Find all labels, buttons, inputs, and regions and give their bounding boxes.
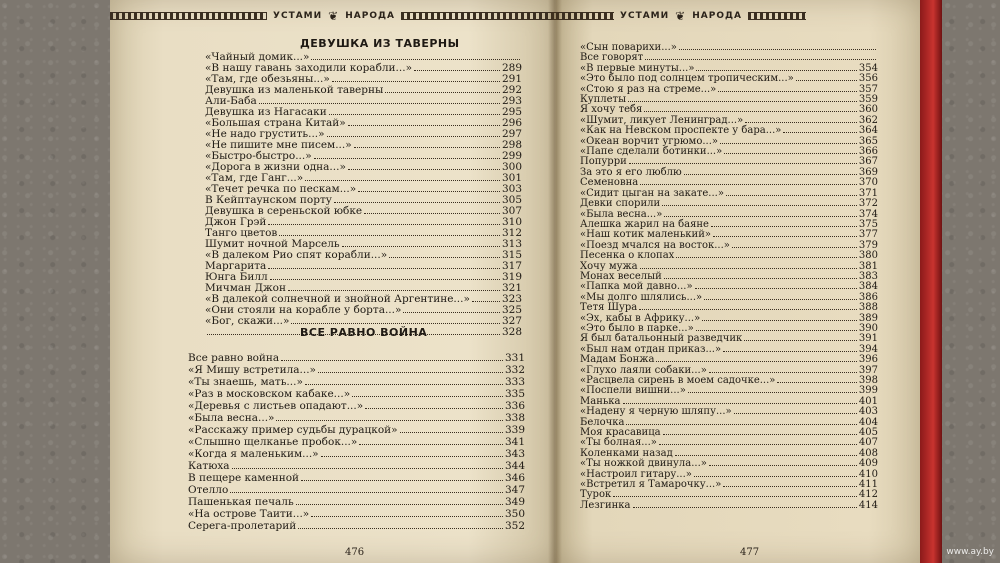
toc-entry-title: Пашенькая печаль: [188, 496, 294, 508]
toc-entry-title: «Я Мишу встретила...»: [188, 364, 316, 376]
toc-entry-page: 341: [504, 436, 525, 448]
toc-entry-title: Белочка: [580, 416, 625, 428]
toc-entry-title: Семеновна: [580, 177, 639, 189]
toc-leader-dots: [305, 384, 503, 385]
toc-entry-page: 390: [858, 322, 878, 334]
toc-entry-title: Маргарита: [205, 260, 267, 272]
toc-leader-dots: [311, 516, 503, 517]
toc-entry-title: «Ты знаешь, мать...»: [188, 376, 303, 388]
toc-entry-title: Хочу мужа: [580, 260, 638, 272]
toc-entry-page: 321: [501, 282, 522, 294]
toc-entry-page: 333: [504, 376, 525, 388]
toc-entry-title: Мичман Джон: [205, 282, 286, 294]
toc-entry-page: 303: [501, 183, 522, 195]
toc-entry-page: 375: [858, 218, 878, 230]
toc-entry-title: В Кейптаунском порту: [205, 194, 332, 206]
toc-entry-title: Алешка жарил на баяне: [580, 218, 709, 230]
toc-entry-page: 350: [504, 508, 525, 520]
toc-entry-page: 296: [501, 117, 522, 129]
toc-leader-dots: [472, 301, 500, 302]
toc-leader-dots: [291, 323, 500, 324]
toc-entry-title: Тетя Шура: [580, 302, 638, 314]
toc-entry-page: 336: [504, 400, 525, 412]
toc-leader-dots: [709, 372, 857, 373]
toc-entry-title: «Расскажу пример судьбы дурацкой»: [188, 424, 398, 436]
toc-leader-dots: [679, 49, 876, 50]
toc-entry-page: 354: [858, 62, 878, 74]
toc-entry-title: «Они стояли на корабле у борта...»: [205, 304, 402, 316]
toc-entry-page: 332: [504, 364, 525, 376]
toc-leader-dots: [270, 279, 500, 280]
toc-entry: [188, 448, 525, 460]
toc-leader-dots: [723, 351, 857, 352]
toc-list-section1: [205, 52, 522, 338]
toc-entry-page: 338: [504, 412, 525, 424]
toc-entry: [580, 480, 878, 490]
toc-leader-dots: [364, 213, 500, 214]
toc-leader-dots: [628, 101, 857, 102]
toc-entry-page: 359: [858, 94, 878, 106]
toc-leader-dots: [352, 396, 503, 397]
toc-entry: [188, 364, 525, 376]
toc-leader-dots: [365, 408, 503, 409]
toc-entry-page: 398: [858, 375, 878, 386]
toc-entry-page: 295: [501, 106, 522, 118]
toc-entry-title: «Сидит цыган на закате...»: [580, 187, 724, 199]
toc-leader-dots: [734, 413, 857, 414]
toc-entry: [580, 303, 878, 313]
toc-leader-dots: [745, 122, 857, 123]
toc-leader-dots: [232, 468, 503, 469]
toc-entry: [188, 424, 525, 436]
toc-entry-page: 319: [501, 271, 522, 283]
toc-entry-page: 357: [858, 83, 878, 95]
toc-leader-dots: [321, 456, 503, 457]
toc-entry-page: 366: [858, 146, 878, 158]
toc-entry-page: 381: [858, 260, 878, 272]
toc-entry-page: 389: [858, 312, 878, 324]
toc-entry-page: 343: [504, 448, 525, 460]
toc-leader-dots: [327, 136, 500, 137]
toc-entry-page: 386: [858, 291, 878, 303]
toc-entry-page: 372: [858, 198, 878, 210]
toc-entry: [580, 407, 878, 417]
toc-entry-title: «Ты болная...»: [580, 437, 657, 449]
toc-entry-page: 327: [501, 315, 522, 327]
toc-entry-title: Девушка из маленькой таверны: [205, 84, 384, 96]
toc-entry-title: «Там, где обезьяны...»: [205, 73, 330, 85]
toc-entry-page: 315: [501, 249, 522, 261]
toc-entry: [188, 412, 525, 424]
toc-leader-dots: [389, 257, 500, 258]
toc-entry-title: Девушка из Нагасаки: [205, 106, 327, 118]
toc-entry-title: Все говорят: [580, 52, 644, 64]
toc-leader-dots: [305, 180, 500, 181]
toc-entry-title: Песенка о клопах: [580, 250, 675, 262]
toc-entry-page: 407: [858, 437, 878, 449]
toc-entry-title: «Это было под солнцем тропическим...»: [580, 73, 794, 85]
toc-entry-page: 412: [858, 489, 878, 501]
toc-entry-page: 365: [858, 135, 878, 147]
watermark: www.ay.by: [946, 547, 994, 557]
toc-leader-dots: [744, 340, 857, 341]
toc-entry-page: 298: [501, 139, 522, 151]
toc-leader-dots: [633, 507, 857, 508]
running-header-right: [556, 8, 806, 24]
toc-leader-dots: [702, 320, 857, 321]
toc-entry-page: 307: [501, 205, 522, 217]
toc-leader-dots: [659, 444, 857, 445]
page-number-left: 476: [345, 547, 365, 558]
header-ornament-rule: [110, 12, 267, 20]
toc-leader-dots: [629, 163, 857, 164]
toc-leader-dots: [354, 147, 500, 148]
toc-entry-title: Девушка в сереньской юбке: [205, 205, 363, 217]
toc-entry-title: Лезгинка: [580, 499, 631, 511]
book-gutter: [548, 0, 562, 563]
header-ornament-rule: [556, 12, 614, 20]
toc-leader-dots: [268, 224, 500, 225]
header-word: НАРОДА: [692, 11, 742, 21]
toc-leader-dots: [348, 125, 500, 126]
toc-leader-dots: [713, 236, 857, 237]
toc-entry-title: «Шумит, ликует Ленинград...»: [580, 114, 744, 126]
toc-leader-dots: [318, 372, 503, 373]
toc-entry: [188, 508, 525, 520]
toc-entry-page: 391: [858, 333, 878, 345]
toc-leader-dots: [724, 153, 857, 154]
toc-entry-title: «В далекой солнечной и знойной Аргентине...»: [205, 293, 470, 305]
toc-entry-page: 380: [858, 250, 878, 262]
toc-entry-page: 349: [504, 496, 525, 508]
toc-entry-page: 371: [858, 187, 878, 199]
toc-leader-dots: [623, 403, 857, 404]
toc-entry: [188, 496, 525, 508]
ornament-icon: ❦: [328, 9, 340, 23]
toc-leader-dots: [711, 226, 857, 227]
toc-leader-dots: [644, 111, 857, 112]
toc-entry: [188, 484, 525, 496]
toc-entry-page: 297: [501, 128, 522, 140]
toc-leader-dots: [696, 330, 857, 331]
toc-entry-title: «Стою я раз на стреме...»: [580, 83, 717, 95]
toc-entry-title: За это я его люблю: [580, 166, 682, 178]
toc-leader-dots: [334, 202, 500, 203]
toc-leader-dots: [298, 528, 503, 529]
section-title-vse-ravno: ВСЕ РАВНО ВОЙНА: [300, 326, 428, 339]
toc-leader-dots: [688, 392, 857, 393]
toc-entry-page: 388: [858, 302, 878, 314]
toc-entry-title: «В нашу гавань заходили корабли...»: [205, 62, 412, 74]
toc-entry-page: 374: [858, 208, 878, 220]
toc-leader-dots: [288, 290, 500, 291]
toc-entry-page: 323: [501, 293, 522, 305]
toc-leader-dots: [296, 504, 503, 505]
toc-leader-dots: [400, 432, 503, 433]
toc-entry-title: «Течет речка по пескам...»: [205, 183, 357, 195]
toc-entry-page: 399: [858, 385, 878, 397]
toc-entry-page: 310: [501, 216, 522, 228]
toc-entry-title: «Эх, кабы в Африку...»: [580, 312, 701, 324]
toc-entry-page: 317: [501, 260, 522, 272]
toc-entry: [188, 472, 525, 484]
toc-entry-page: 410: [858, 468, 878, 480]
toc-entry-page: 347: [504, 484, 525, 496]
toc-entry-page: 364: [858, 125, 878, 137]
toc-entry-title: Серега-пролетарий: [188, 520, 297, 532]
toc-leader-dots: [314, 158, 500, 159]
toc-leader-dots: [359, 444, 503, 445]
toc-entry-page: 408: [858, 447, 878, 459]
header-ornament-rule: [401, 12, 558, 20]
toc-leader-dots: [358, 191, 500, 192]
toc-entry-page: 370: [858, 177, 878, 189]
toc-entry-title: Турок: [580, 489, 612, 501]
toc-entry-title: Коленками назад: [580, 447, 673, 459]
toc-leader-dots: [663, 434, 857, 435]
toc-entry-title: «Папка мой давно...»: [580, 281, 693, 293]
toc-entry-title: «Наш котик маленький»: [580, 229, 711, 241]
toc-entry-title: «Океан ворчит угрюмо...»: [580, 135, 719, 147]
toc-entry: [188, 460, 525, 472]
toc-entry: [188, 520, 525, 532]
toc-entry-page: 291: [501, 73, 522, 85]
toc-entry-title: «Поспели вишни...»: [580, 385, 686, 397]
toc-entry-title: «Дорога в жизни одна...»: [205, 161, 346, 173]
toc-leader-dots: [640, 184, 857, 185]
toc-entry-title: «Не пишите мне писем...»: [205, 139, 352, 151]
toc-entry: [188, 352, 525, 364]
toc-entry-title: «Глухо лаяли собаки...»: [580, 364, 707, 376]
toc-leader-dots: [385, 92, 500, 93]
toc-entry-title: «Поезд мчался на восток...»: [580, 239, 730, 251]
toc-leader-dots: [723, 486, 857, 487]
section-title-devushka: ДЕВУШКА ИЗ ТАВЕРНЫ: [300, 37, 460, 50]
toc-entry: [580, 501, 878, 511]
toc-entry-title: «Слышно щелканье пробок...»: [188, 436, 358, 448]
toc-leader-dots: [704, 299, 857, 300]
toc-entry: [188, 388, 525, 400]
toc-entry-title: «Там, где Ганг...»: [205, 172, 304, 184]
toc-leader-dots: [259, 103, 500, 104]
toc-leader-dots: [301, 480, 503, 481]
toc-entry-page: 414: [858, 499, 878, 511]
toc-leader-dots: [796, 80, 857, 81]
toc-entry-page: 335: [504, 388, 525, 400]
toc-entry-title: «Ты ножкой двинула...»: [580, 458, 707, 470]
toc-leader-dots: [662, 205, 857, 206]
toc-leader-dots: [676, 257, 857, 258]
toc-leader-dots: [268, 268, 500, 269]
toc-leader-dots: [640, 268, 857, 269]
toc-entry-title: «Сын поварихи...»: [580, 42, 677, 53]
toc-leader-dots: [414, 70, 500, 71]
toc-leader-dots: [230, 492, 503, 493]
toc-leader-dots: [656, 361, 856, 362]
toc-entry-title: Али-Баба: [205, 95, 257, 107]
toc-entry-title: «Мы долго шлялись...»: [580, 291, 703, 303]
toc-leader-dots: [276, 420, 502, 421]
toc-entry-title: В пещере каменной: [188, 472, 300, 484]
toc-entry-page: 292: [501, 84, 522, 96]
toc-entry-title: Моя красавица: [580, 427, 661, 439]
toc-entry-page: 369: [858, 166, 878, 178]
toc-entry: [580, 386, 878, 396]
toc-entry-title: Куплеты: [580, 94, 627, 106]
toc-leader-dots: [342, 246, 500, 247]
toc-entry-page: 377: [858, 229, 878, 241]
toc-leader-dots: [348, 169, 500, 170]
toc-entry-page: 405: [858, 427, 878, 439]
toc-entry-title: «Встретил я Тамарочку...»: [580, 479, 722, 491]
toc-leader-dots: [732, 247, 857, 248]
toc-entry-title: «Как на Невском проспекте у бара...»: [580, 125, 782, 137]
toc-entry-page: 383: [858, 270, 878, 282]
header-word: УСТАМИ: [620, 11, 670, 21]
toc-entry-page: 346: [504, 472, 525, 484]
toc-entry-page: 411: [858, 479, 878, 491]
toc-leader-dots: [664, 278, 857, 279]
header-word: НАРОДА: [345, 11, 395, 21]
toc-entry-title: «Это было в парке...»: [580, 322, 694, 334]
toc-leader-dots: [639, 309, 857, 310]
toc-entry-page: 401: [858, 395, 878, 407]
toc-entry-title: «Раз в московском кабаке...»: [188, 388, 351, 400]
toc-entry-page: 299: [501, 150, 522, 162]
toc-entry-title: Отелло: [188, 484, 229, 496]
toc-list-section2: [188, 352, 525, 532]
toc-entry-page: 356: [858, 73, 878, 85]
book-cover-edge: [920, 0, 942, 563]
toc-entry-title: «Быстро-быстро...»: [205, 150, 312, 162]
toc-entry-page: 325: [501, 304, 522, 316]
toc-entry-title: Все равно война: [188, 352, 280, 364]
toc-entry-title: «Бог, скажи...»: [205, 315, 290, 327]
toc-entry: [188, 400, 525, 412]
toc-entry-title: Джон Грэй: [205, 216, 267, 228]
toc-entry-title: «Когда я маленьким...»: [188, 448, 319, 460]
toc-entry-title: «Расцвела сирень в моем садочке...»: [580, 375, 776, 386]
toc-entry: [188, 376, 525, 388]
ornament-icon: ❦: [675, 9, 687, 23]
toc-leader-dots: [720, 143, 857, 144]
toc-leader-dots: [311, 59, 520, 60]
toc-entry: [580, 199, 878, 209]
toc-leader-dots: [709, 465, 857, 466]
toc-entry-title: «Чайный домик...»: [205, 51, 310, 63]
toc-entry-title: Катюха: [188, 460, 230, 472]
toc-leader-dots: [783, 132, 857, 133]
toc-entry-title: «Папе сделали ботинки...»: [580, 146, 723, 158]
toc-leader-dots: [645, 59, 876, 60]
toc-entry-page: 339: [504, 424, 525, 436]
toc-entry-page: 344: [504, 460, 525, 472]
toc-entry-page: 396: [858, 354, 878, 366]
toc-entry-page: 404: [858, 416, 878, 428]
toc-entry-title: Мадам Бонжа: [580, 354, 655, 366]
toc-leader-dots: [332, 81, 500, 82]
toc-entry-page: 379: [858, 239, 878, 251]
header-word: УСТАМИ: [273, 11, 323, 21]
toc-entry-page: 384: [858, 281, 878, 293]
toc-leader-dots: [684, 174, 857, 175]
toc-entry-page: 305: [501, 194, 522, 206]
toc-leader-dots: [664, 216, 857, 217]
toc-leader-dots: [403, 312, 500, 313]
toc-entry-title: Попурри: [580, 156, 627, 168]
toc-leader-dots: [777, 382, 856, 383]
running-header-left: [110, 8, 558, 24]
toc-entry-page: 313: [501, 238, 522, 250]
toc-entry-page: 328: [501, 326, 522, 338]
toc-entry-page: 301: [501, 172, 522, 184]
toc-entry-page: 300: [501, 161, 522, 173]
toc-entry-title: «В первые минуты...»: [580, 62, 695, 74]
toc-entry-title: «Надену я черную шляпу...»: [580, 406, 732, 418]
toc-entry-page: 331: [504, 352, 525, 364]
toc-entry-title: Юнга Билл: [205, 271, 268, 283]
toc-entry-title: «Большая страна Китай»: [205, 117, 346, 129]
toc-entry-title: «На острове Таити...»: [188, 508, 310, 520]
toc-leader-dots: [675, 455, 857, 456]
toc-leader-dots: [279, 235, 500, 236]
toc-entry-page: 362: [858, 114, 878, 126]
toc-entry-title: Девки спорили: [580, 198, 661, 210]
toc-entry-page: 360: [858, 104, 878, 116]
toc-entry: [188, 436, 525, 448]
toc-entry-page: 289: [501, 62, 522, 74]
toc-leader-dots: [695, 288, 857, 289]
toc-entry-page: 397: [858, 364, 878, 376]
toc-leader-dots: [329, 114, 500, 115]
toc-entry-page: 403: [858, 406, 878, 418]
toc-entry-title: «Настроил гитару...»: [580, 468, 692, 480]
toc-entry-page: 312: [501, 227, 522, 239]
toc-entry-title: «Была весна...»: [580, 208, 663, 220]
toc-entry-title: Монах веселый: [580, 270, 662, 282]
toc-entry-title: Манька: [580, 395, 621, 407]
toc-entry-title: «Не надо грустить...»: [205, 128, 325, 140]
toc-leader-dots: [726, 195, 857, 196]
page-number-right: 477: [740, 547, 760, 558]
toc-leader-dots: [613, 496, 857, 497]
toc-entry-page: 352: [504, 520, 525, 532]
toc-entry: [580, 251, 878, 261]
toc-entry-page: 293: [501, 95, 522, 107]
header-ornament-rule: [748, 12, 806, 20]
toc-leader-dots: [626, 424, 856, 425]
toc-entry-page: 367: [858, 156, 878, 168]
toc-leader-dots: [696, 70, 856, 71]
toc-entry-title: Я хочу тебя: [580, 104, 643, 116]
toc-list-right: [580, 43, 878, 511]
toc-entry-title: «Был нам отдан приказ...»: [580, 343, 722, 355]
toc-leader-dots: [718, 91, 857, 92]
toc-entry-title: «Была весна...»: [188, 412, 275, 424]
toc-entry-page: 394: [858, 343, 878, 355]
toc-entry-title: «Деревья с листьев опадают...»: [188, 400, 364, 412]
toc-entry-title: Я был батальонный разведчик: [580, 333, 743, 345]
toc-entry-title: Шумит ночной Марсель: [205, 238, 340, 250]
toc-leader-dots: [281, 360, 503, 361]
toc-leader-dots: [694, 476, 857, 477]
toc-entry-title: Танго цветов: [205, 227, 278, 239]
toc-entry-title: «В далеком Рио спят корабли...»: [205, 249, 388, 261]
toc-entry-page: 409: [858, 458, 878, 470]
